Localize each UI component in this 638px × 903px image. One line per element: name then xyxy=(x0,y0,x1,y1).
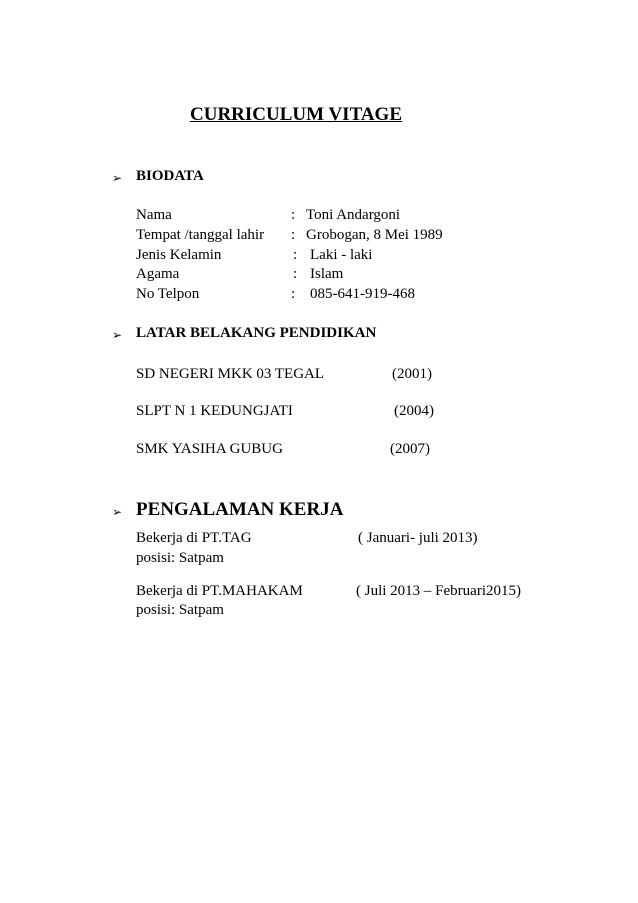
biodata-separator: : xyxy=(291,227,296,243)
experience-position: posisi: Satpam xyxy=(136,602,224,618)
education-school: SLPT N 1 KEDUNGJATI xyxy=(136,403,293,419)
experience-period: ( Juli 2013 – Februari2015) xyxy=(356,583,521,599)
biodata-separator: : xyxy=(293,266,298,282)
education-year: (2007) xyxy=(390,441,430,457)
experience-company: Bekerja di PT.MAHAKAM xyxy=(136,583,303,599)
education-heading: LATAR BELAKANG PENDIDIKAN xyxy=(136,325,377,341)
experience-period: ( Januari- juli 2013) xyxy=(358,530,478,546)
document-title: CURRICULUM VITAGE xyxy=(190,104,403,125)
biodata-heading: BIODATA xyxy=(136,168,204,184)
experience-company: Bekerja di PT.TAG xyxy=(136,530,252,546)
biodata-label: Jenis Kelamin xyxy=(136,247,222,263)
biodata-separator: : xyxy=(291,207,296,223)
biodata-label: Agama xyxy=(136,266,180,282)
biodata-value: 085-641-919-468 xyxy=(310,286,415,302)
experience-position: posisi: Satpam xyxy=(136,550,224,566)
biodata-label: Nama xyxy=(136,207,172,223)
education-school: SMK YASIHA GUBUG xyxy=(136,441,283,457)
biodata-label: Tempat /tanggal lahir xyxy=(136,227,265,243)
arrow-bullet-icon: ➢ xyxy=(112,328,123,342)
arrow-bullet-icon: ➢ xyxy=(112,171,123,185)
experience-heading: PENGALAMAN KERJA xyxy=(136,499,344,520)
education-year: (2001) xyxy=(392,366,432,382)
arrow-bullet-icon: ➢ xyxy=(112,505,123,519)
biodata-separator: : xyxy=(291,286,296,302)
education-year: (2004) xyxy=(394,403,434,419)
biodata-value: Toni Andargoni xyxy=(306,207,401,223)
education-school: SD NEGERI MKK 03 TEGAL xyxy=(136,366,325,382)
biodata-value: Laki - laki xyxy=(310,247,373,263)
biodata-value: Grobogan, 8 Mei 1989 xyxy=(306,227,443,243)
biodata-value: Islam xyxy=(310,266,344,282)
biodata-separator: : xyxy=(293,247,298,263)
biodata-label: No Telpon xyxy=(136,286,200,302)
